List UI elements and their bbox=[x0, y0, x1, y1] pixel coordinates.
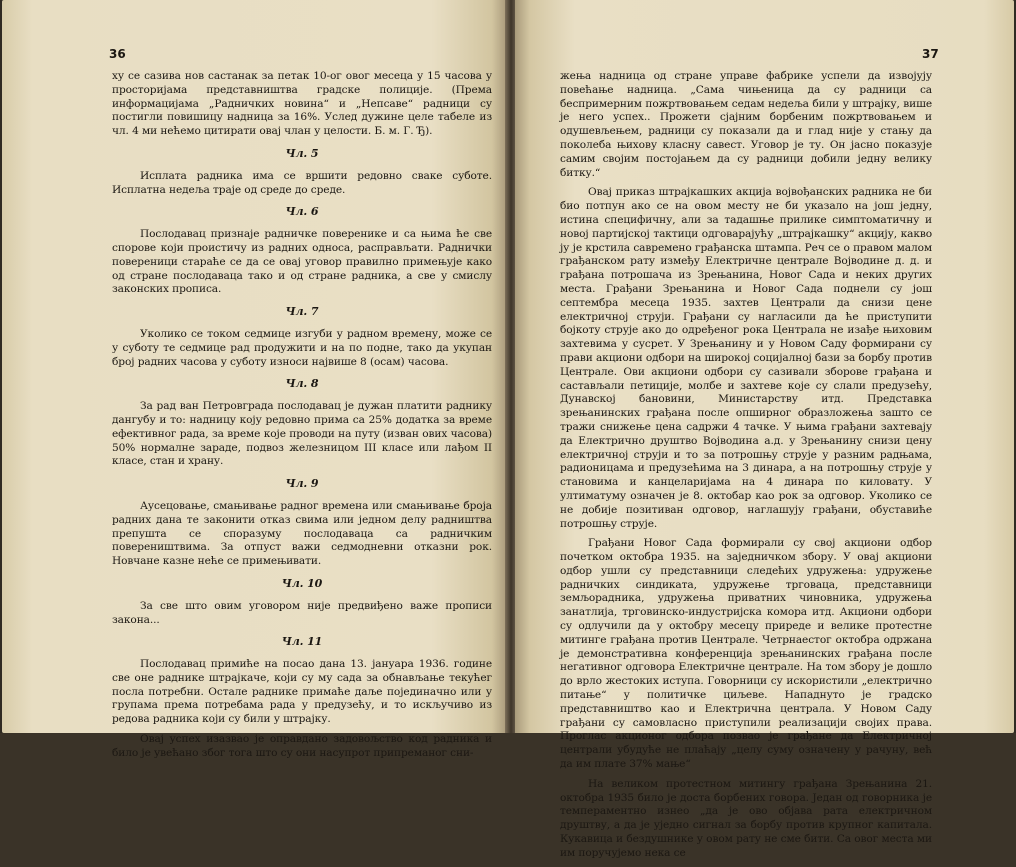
article-heading: Чл. 5 bbox=[285, 146, 319, 160]
left-page-text bbox=[112, 70, 492, 767]
article-text: За све што овим уговором није предвиђено важе прописи закона... bbox=[112, 599, 492, 626]
article-text: Послодавац признаје радничке поверенике и са њима ће све спорове који проистичу из радних односа, расправљати. Раднички повереници стараће се да се овај уговор правилно примењује како од стране послодаваца тако и од стране радника, а све у смислу законских прописа. bbox=[112, 228, 492, 296]
article-heading: Чл. 10 bbox=[281, 576, 323, 590]
right-page bbox=[515, 0, 1014, 859]
article-heading: Чл. 9 bbox=[285, 477, 319, 491]
body-paragraph: На великом протестном митингу грађана Зрењанина 21. октобра 1935 било је доста борбених говора. Један од говорника је темпераментно изнео „да је ово објава рата електричном друштву, а да је уједно сигнал за борбу против крупног капитала. Кукавица и бездушнике у овом рату не сме бити. Са овог места ми им поручујемо нека се bbox=[560, 777, 932, 859]
right-page-text bbox=[560, 70, 932, 867]
article-heading: Чл. 6 bbox=[285, 205, 319, 219]
article-text: Аусецовање, смањивање радног времена или смањивање броја радних дана те законити отказ свима или једном делу радништва препушта се споразуму послодаваца са радничким повереништвима. За отпуст важи седмодневни отказни рок. Новчане казне неће се примењивати. bbox=[112, 499, 492, 568]
article-heading: Чл. 8 bbox=[285, 377, 319, 391]
article-heading: Чл. 7 bbox=[285, 305, 319, 319]
page-number: 36 bbox=[109, 47, 126, 61]
left-page bbox=[2, 0, 507, 759]
closing-paragraph: Овај успех изазвао је оправдано задовољство код радника и било је увећано због тога што су они насупрот припреманог сни- bbox=[112, 733, 492, 759]
body-paragraph: Овај приказ штрајкашких акција војвођанских радника не би био потпун ако се на овом месту не би указало на још једну, истина специфичну, али за тадашње прилике симптоматичну и новој партијској тактици одговарајућу „штрајкашку“ акцију, какво ју је крстила савремено грађанска штампа. Реч се о правом малом грађанском рату између Електричне централе Војводине д. д. и грађана потрошача из Зрењанина, Новог Сада и неких других места. Грађани Зрењанина и Новог Сада поднели су још септембра месеца 1935. захтев Централи да снизи цене електричној струји. Грађани су нагласили да ће приступити бојкоту струје ако до одређеног рока Централа не изађе њиховим захтевима у сусрет. У Зрењанину и у Новом Саду формирани су прави акциони одбори на широкој социјалној бази за борбу против Централе. Ови акциони одбори су сазивали зборове грађана и састављали петиције, молбе и захтеве које су слали предузећу, Дунавској бановини, Министарству итд. Представка зрењанинских грађана после опширног образложења зашто се тражи снижење цена садржи 4 тачке. У њима грађани захтевају да Електрично друштво Војводина а.д. у Зрењанину снизи цену електричној струји и то за потрошњу струје у разним радњама, радионицама и предузећима на 3 динара, а на потрошњу струје у становима и канцеларијама на 4 динара по киловату. У ултиматуму означен је 8. октобар као рок за одговор. Уколико се не добије позитиван одговор, наглашују грађани, обуставиће потрошњу струје. bbox=[560, 186, 932, 530]
page-number: 37 bbox=[922, 47, 939, 61]
intro-paragraph: ху се сазива нов састанак за петак 10-ог овог месеца у 15 часова у просторијама представништва градске полиције. (Према информацијама „Радничких новина“ и „Непсаве“ радници су постигли повишицу надница за 16%. Услед дужине целе табеле из чл. 4 ми нећемо цитирати овај члан у целости. Б. м. Г. Ђ). bbox=[112, 70, 492, 138]
body-paragraph: жења надница од стране управе фабрике успели да извојују повећање надница. „Сама чињеница да су радници са беспримерним пожртвовањем седам недеља били у штрајку, више је него успех.. Прожети сјајним борбеним пожртвовањем и одушевљењем, радници су показали да и глад није у стању да поколеба њихову класну савест. Уговор је ту. Он јасно показује самим својим постојањем да су радници добили једну велику битку.“ bbox=[560, 70, 932, 179]
article-heading: Чл. 11 bbox=[281, 635, 323, 649]
article-text: Исплата радника има се вршити редовно сваке суботе. Исплатна недеља траје од среде до среде. bbox=[112, 169, 492, 196]
body-paragraph: Грађани Новог Сада формирали су свој акциони одбор почетком октобра 1935. на заједничком збору. У овај акциони одбор ушли су представници следећих удружења: удружење радничких синдиката, удружење трговаца, представници земљорадника, удружења приватних чиновника, удружења занатлија, трговинско-индустријска комора итд. Акциони одбори су одлучили да у октобру месецу приреде и велике протестне митинге грађана против Централе. Четрнаестог октобра одржана је демонстративна конференција зрењанинских грађана после негативног одговора Електричне централе. На том збору је дошло до врло жестоких иступа. Говорници су искористили „електрично питање“ у политичке циљеве. Нападнуто је градско представништво као и Електрична централа. У Новом Саду грађани су самовласно приступили реализацији својих права. Проглас акционог одбора позвао је грађане да Електричној централи убудуће не плаћају „целу суму означену у рачуну, већ да им плате 37% мање“ bbox=[560, 537, 932, 771]
article-text: Послодавац примиће на посао дана 13. јануара 1936. године све оне раднике штрајкаче, који су му сада за обнављање текућег посла потребни. Остале раднике примаће даље појединачно или у групама према потребама рада у предузећу, и то искључиво из редова радника који су били у штрајку. bbox=[112, 658, 492, 726]
article-text: Уколико се током седмице изгуби у радном времену, може се у суботу те седмице рад продужити и на по подне, тако да укупан број радних часова у суботу износи највише 8 (осам) часова. bbox=[112, 327, 492, 368]
article-text: За рад ван Петровграда послодавац је дужан платити раднику дангубу и то: надницу коју редовно прима са 25% додатка за време ефективног рада, за време које проводи на путу (изван ових часова) 50% нормалне зараде, подвоз железницом III класе или лађом II класе, стан и храну. bbox=[112, 400, 492, 468]
